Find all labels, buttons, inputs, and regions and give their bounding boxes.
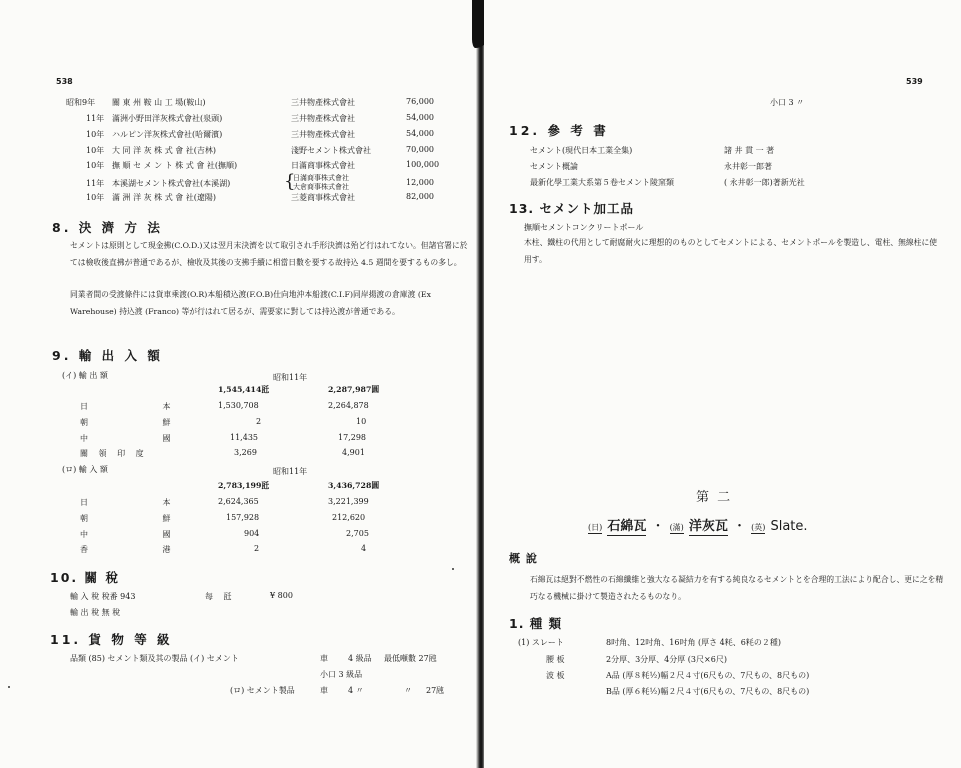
settlement-paragraph-2: 同業者間の受渡條件には貨車乘渡(O.R)本船積込渡(F.O.B)仕向地沖本船渡(C.I.F)同岸揚渡の倉庫渡 (Ex Warehouse) 持込渡 (Franco) 等が行はれて居るが、需要家に對しては持込渡が普通である。: [70, 290, 431, 316]
product-description: 木柱、鐵柱の代用として耐腐耐火に理想的のものとしてセメントによる、セメントポールを製造し、電柱、無線柱に使用す。: [524, 238, 938, 264]
freight-class-row2: (ロ) セメント製品: [230, 686, 295, 695]
export-row: 朝 鮮 2 10: [80, 417, 367, 427]
reference-title: 最新化學工業大系第５卷セメント陵窯類: [530, 178, 674, 187]
part-title-ja: 石綿瓦: [607, 519, 647, 534]
import-tax-unit: 每 瓩: [205, 592, 236, 601]
page-number-right: 539: [906, 77, 923, 86]
type-item-text: 8吋角、12吋角、16吋角 (厚さ 4粍、6粍の２種): [606, 638, 781, 647]
freight-class-ditto: 〃: [404, 686, 412, 695]
import-row: 中 國 904 2,705: [80, 529, 369, 539]
export-tax-line: 輸 出 稅 無 稅: [70, 608, 121, 617]
import-year: 昭和11年: [273, 467, 308, 476]
section-heading-12: 12. 參 考 書: [509, 123, 609, 138]
part-title-man: 洋灰瓦: [688, 519, 728, 534]
freight-class-mode: 車: [320, 654, 328, 663]
section-heading-1: 1. 種 類: [509, 616, 563, 631]
settlement-paragraph-1: セメントは原則として現金拂(C.O.D.)又は翌月末決濟を以て取引され手形決濟は殆ど行はれてない。但諸官署に於ては檢收後直拂が普通であるが、檢收及其後の支拂手續に相當日數を要する故持込 4.5 週間を要するもの多し。: [70, 241, 468, 267]
reference-title: セメント(現代日本工業全集): [530, 146, 633, 155]
part-title-lang-ja: (日): [588, 523, 603, 532]
part-title-sep: ・: [733, 519, 747, 534]
section-heading-10: 10. 關 稅: [50, 570, 120, 585]
type-item-text: A品 (厚８粍½)幅２尺４寸(6尺もの、7尺もの、8尺もの): [606, 671, 810, 680]
part-title-en: Slate.: [770, 519, 808, 534]
import-row: 香 港 2 4: [80, 544, 367, 554]
import-tax-line: 輸 入 稅 稅番 943: [70, 592, 136, 601]
reference-author: 諸 井 貫 一 著: [724, 146, 775, 155]
section-heading-13: 13. セメント加工品: [509, 201, 634, 216]
company-row: 10年 ハルピン洋灰株式會社(哈爾濱) 三井物產株式會社 54,000: [86, 129, 434, 139]
import-total-weight: 2,783,199瓩: [218, 481, 270, 490]
freight-class-min-2: 27瓲: [426, 686, 445, 695]
export-total-value: 2,287,987圓: [328, 385, 380, 394]
company-row: 11年 本溪湖セメント株式會社(本溪湖) { 日滿商事株式會社 大倉商事株式會社 12,000: [86, 171, 434, 192]
part-title-lang-man: (滿): [669, 523, 684, 532]
export-total-weight: 1,545,414瓩: [218, 385, 270, 394]
reference-author: 永井彰一郎著: [724, 162, 772, 171]
section-heading-11: 11. 貨 物 等 級: [50, 632, 173, 647]
type-item-text: 2分厚、3分厚、4分厚 (3尺×6尺): [606, 655, 727, 664]
export-label: (イ) 輸 出 額: [62, 371, 108, 380]
type-item-label: (1) スレート: [518, 638, 564, 647]
part-title-sep: ・: [651, 519, 665, 534]
company-row: 10年 滿 洲 洋 灰 株 式 會 社(遼陽) 三菱商事株式會社 82,000: [86, 192, 434, 202]
export-row: 關 領 印 度 3,269 4,901: [80, 448, 365, 458]
right-page: [484, 0, 961, 768]
company-row: 10年 大 同 洋 灰 株 式 會 社(吉林) 淺野セメント株式會社 70,000: [86, 145, 434, 155]
export-row: 日 本 1,530,708 2,264,878: [80, 401, 369, 411]
import-row: 朝 鮮 157,928 212,620: [80, 513, 366, 523]
part-title-lang-en: (英): [751, 523, 766, 532]
section-heading-8: 8. 決 濟 方 法: [52, 220, 163, 235]
import-row: 日 本 2,624,365 3,221,399: [80, 497, 369, 507]
import-total-value: 3,436,728圓: [328, 481, 380, 490]
import-tax-rate: ¥ 800: [270, 591, 293, 600]
freight-class-grade-2: 4 〃: [348, 686, 364, 695]
freight-class-small-lot: 小口 3 級品: [320, 670, 363, 679]
import-label: (ロ) 輸 入 額: [62, 465, 108, 474]
small-lot-line: 小口 3 〃: [770, 98, 805, 107]
product-subtitle: 撫順セメントコンクリートポール: [524, 223, 644, 232]
company-row: 昭和9年 關 東 州 鞍 山 工 場(鞍山) 三井物產株式會社 76,000: [66, 97, 434, 107]
scan-speck: [8, 686, 10, 688]
reference-author: ( 永井彰一郎)著新光社: [724, 178, 805, 187]
export-year: 昭和11年: [273, 373, 308, 382]
reference-title: セメント概論: [530, 162, 578, 171]
freight-class-mode-2: 車: [320, 686, 328, 695]
overview-heading: 概 說: [509, 552, 538, 565]
overview-paragraph: 石綿瓦は絕對不燃性の石綿纖維と強大なる凝結力を有する純良なるセメントとを合理的工法により配合し、更に之を精巧なる機械に掛けて製造されたるものなり。: [530, 575, 944, 601]
freight-class-grade: 4 級品: [348, 654, 372, 663]
freight-class-row1: 品類 (85) セメント類及其の製品 (イ) セメント: [70, 654, 239, 663]
part-title: [588, 515, 808, 534]
type-item-label: 波 板: [546, 671, 565, 680]
left-page: [0, 0, 478, 768]
freight-class-min: 最低噸數 27瓲: [384, 654, 437, 663]
export-row: 中 國 11,435 17,298: [80, 433, 366, 443]
company-row: 11年 滿洲小野田洋灰株式會社(泉頭) 三井物產株式會社 54,000: [86, 113, 434, 123]
brace-mark: {: [284, 171, 296, 192]
scan-speck: [452, 568, 454, 570]
company-row: 10年 撫 順 セ メ ン ト 株 式 會 社(撫順) 日滿商事株式會社 100,000: [86, 160, 440, 170]
type-item-text: B品 (厚６粍½)幅２尺４寸(6尺もの、7尺もの、8尺もの): [606, 687, 810, 696]
part-heading: 第 二: [696, 490, 733, 505]
section-heading-9: 9. 輸 出 入 額: [52, 348, 163, 363]
type-item-label: 腰 板: [546, 655, 565, 664]
page-number-left: 538: [56, 77, 73, 86]
